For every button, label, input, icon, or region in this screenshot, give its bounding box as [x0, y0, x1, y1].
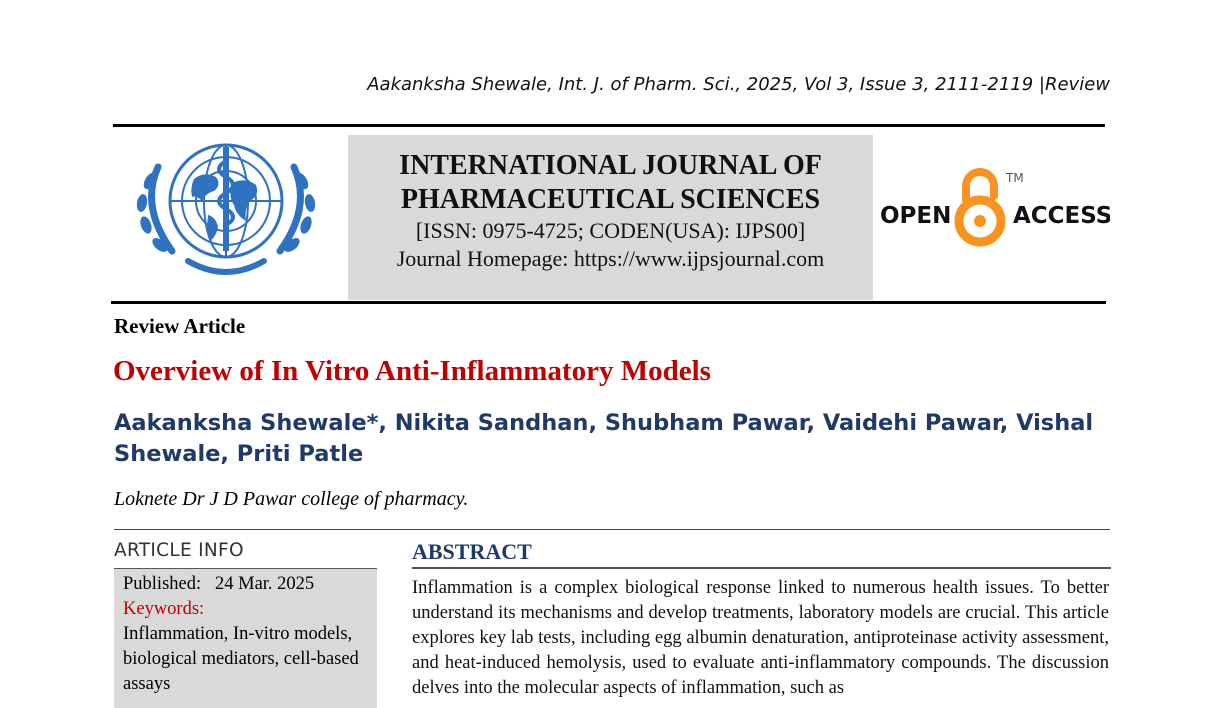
open-access-left-text: OPEN	[880, 203, 952, 229]
open-access-right-text: ACCESS	[1013, 203, 1110, 229]
published-row	[123, 572, 377, 597]
section-divider	[114, 529, 1110, 530]
header-rule-bottom	[111, 301, 1106, 304]
open-access-tm: TM	[1006, 171, 1024, 185]
published-label: Published:	[123, 574, 202, 594]
keywords-label: Keywords:	[123, 599, 205, 619]
open-access-lock-icon	[959, 172, 1001, 242]
journal-issn: [ISSN: 0975-4725; CODEN(USA): IJPS00]	[415, 218, 806, 243]
who-emblem-icon	[128, 137, 324, 283]
affiliation: Loknete Dr J D Pawar college of pharmacy.	[114, 488, 469, 510]
header-rule-top	[113, 124, 1105, 127]
article-info-heading: ARTICLE INFO	[114, 540, 244, 561]
article-type: Review Article	[114, 314, 246, 338]
running-head: Aakanksha Shewale, Int. J. of Pharm. Sci., 2025, Vol 3, Issue 3, 2111-2119 |Review	[367, 74, 1110, 95]
author-list: Aakanksha Shewale*, Nikita Sandhan, Shubham Pawar, Vaidehi Pawar, Vishal Shewale, Priti Patle	[114, 410, 1094, 467]
journal-title-line2: PHARMACEUTICAL SCIENCES	[400, 184, 821, 215]
abstract-text: Inflammation is a complex biological response linked to numerous health issues. To better understand its mechanisms and develop treatments, laboratory models are crucial. This article explores key lab tests, including egg albumin denaturation, antiproteinase activity assessment, and heat-induced hemolysis, used to evaluate anti-inflammatory compounds. The discussion delves into the molecular aspects of inflammation, such as	[412, 578, 1109, 698]
journal-title-line1: INTERNATIONAL JOURNAL OF	[399, 150, 822, 181]
published-date: 24 Mar. 2025	[215, 574, 315, 594]
journal-banner	[348, 135, 873, 300]
keywords-text: Inflammation, In-vitro models, biological mediators, cell-based assays	[123, 624, 359, 694]
open-access-logo	[880, 166, 1110, 252]
journal-homepage: Journal Homepage: https://www.ijpsjournal.com	[396, 246, 825, 271]
abstract-rule	[412, 567, 1111, 569]
abstract-heading: ABSTRACT	[412, 539, 532, 564]
article-info-box	[114, 568, 377, 708]
article-title: Overview of In Vitro Anti-Inflammatory Models	[113, 355, 711, 387]
